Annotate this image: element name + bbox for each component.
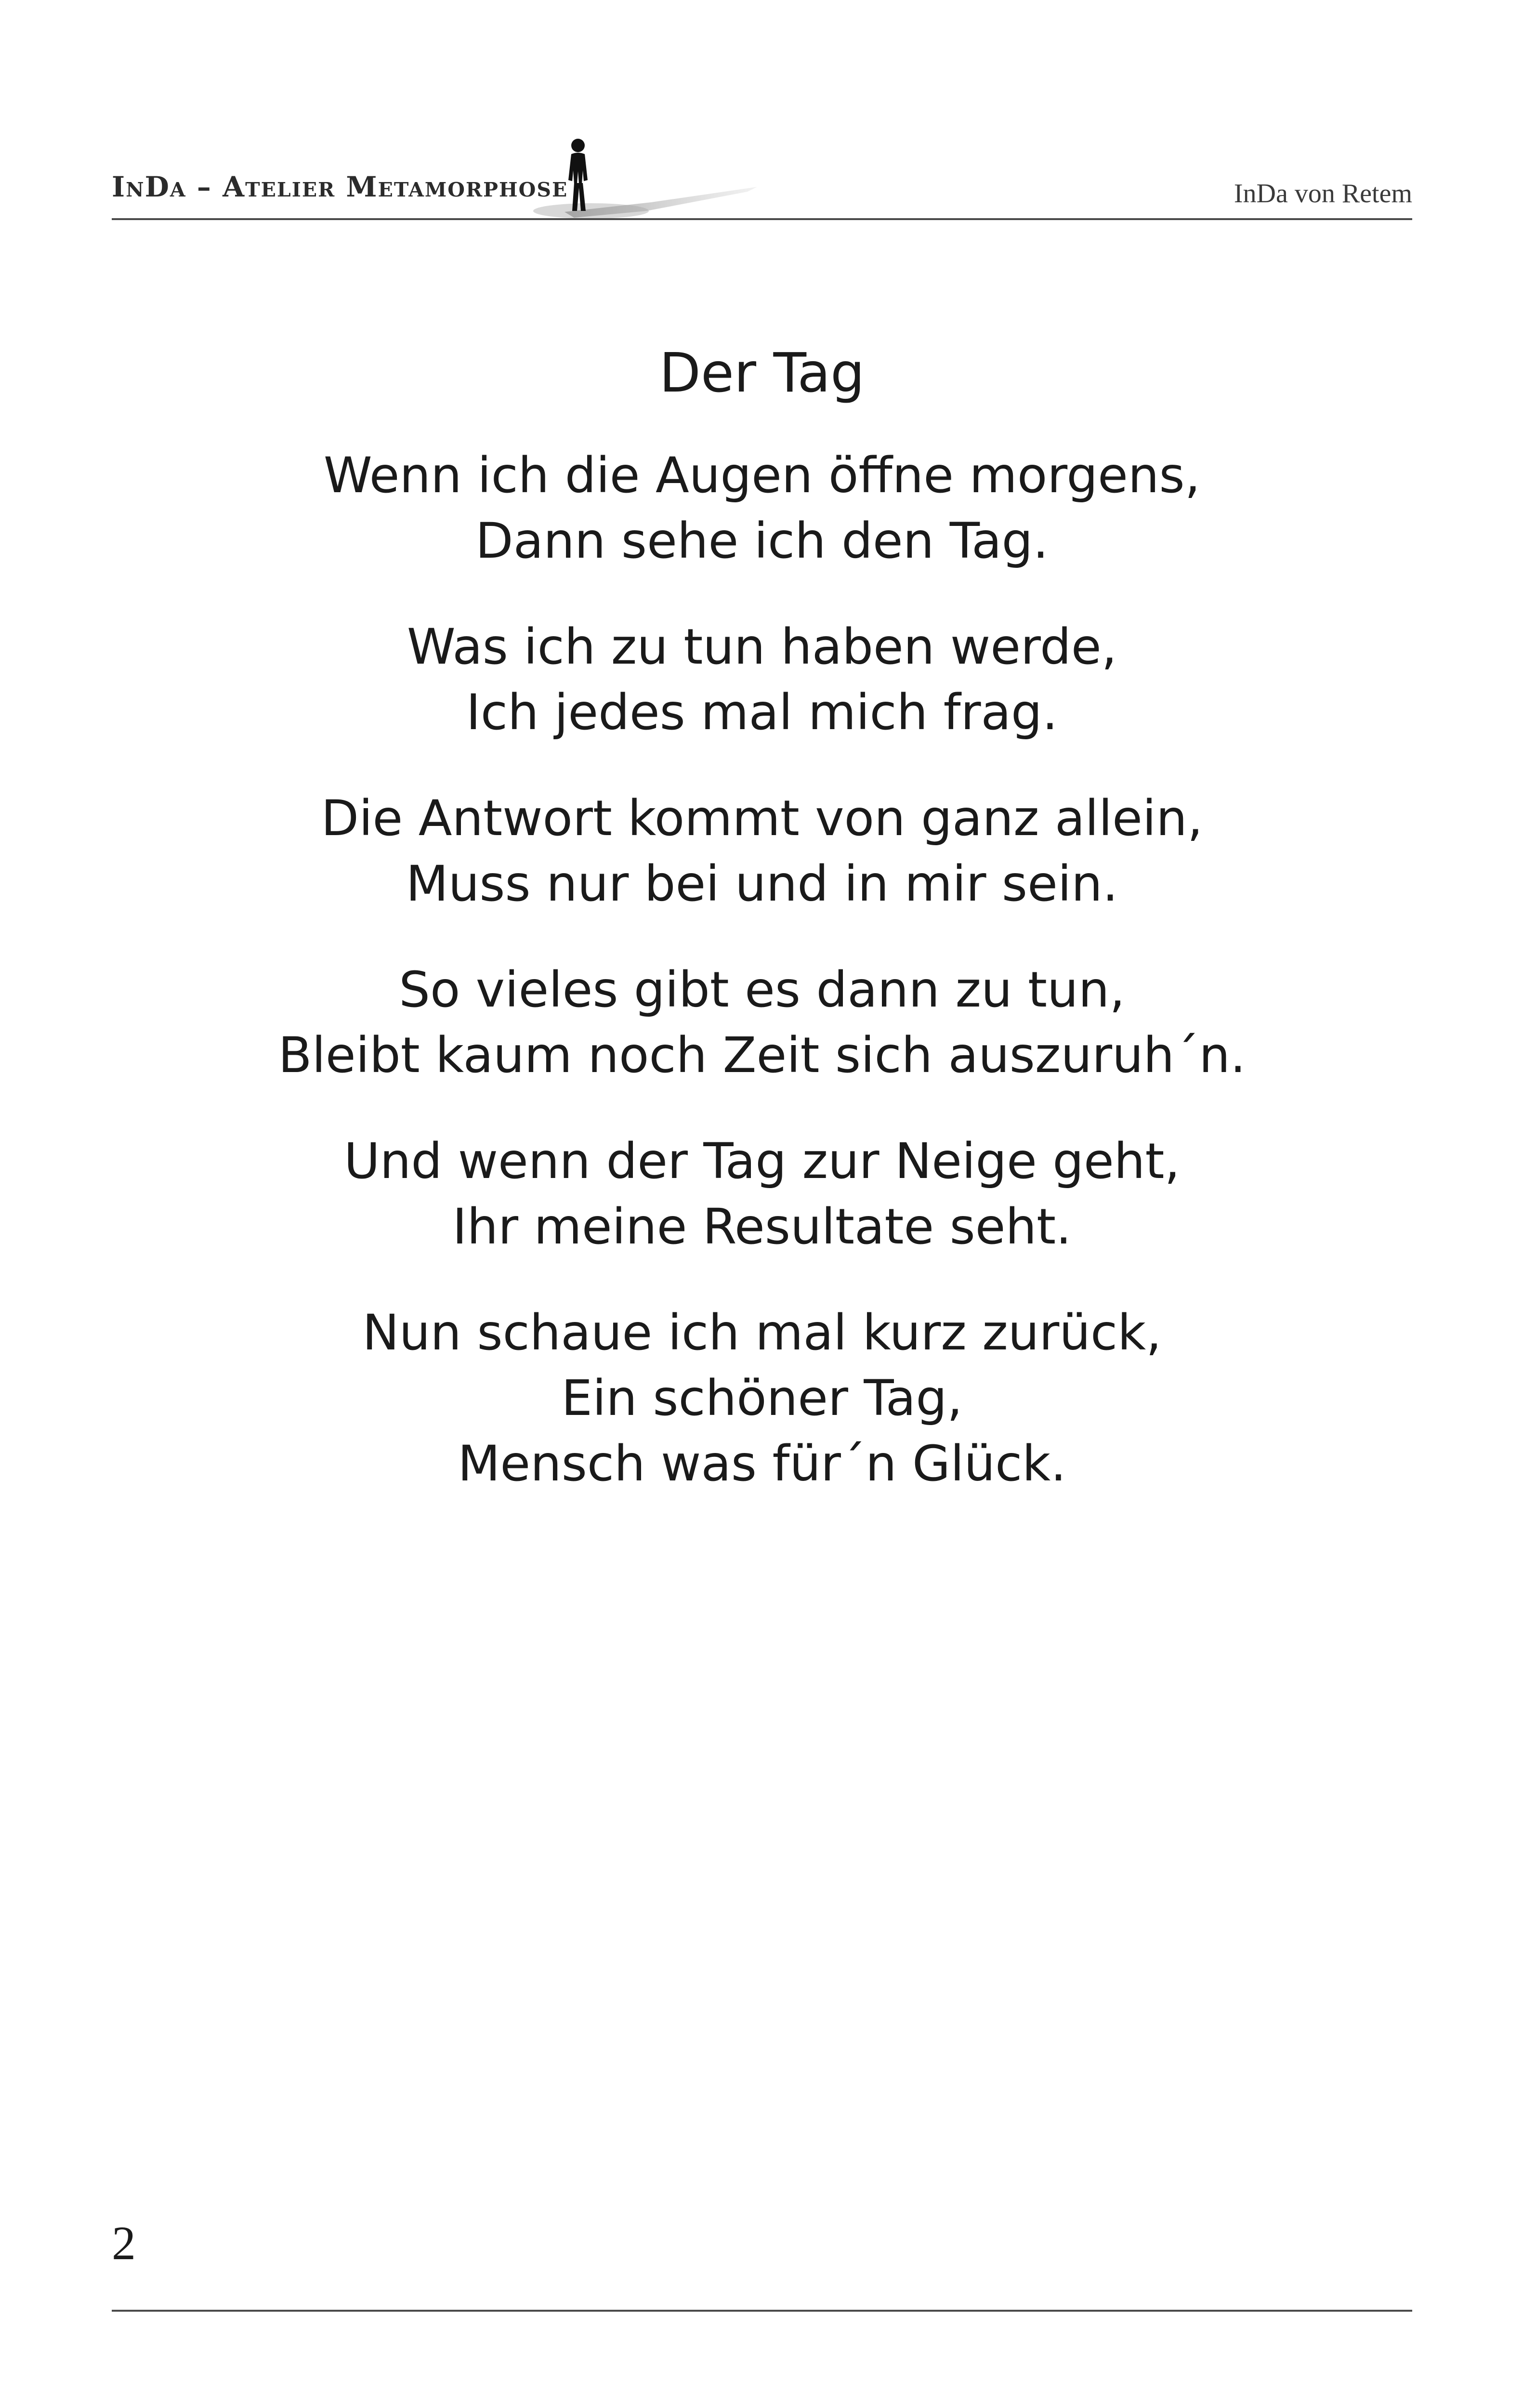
poem-line: Ein schöner Tag, [561, 1370, 963, 1427]
header-divider [112, 218, 1412, 220]
poem-line: Bleibt kaum noch Zeit sich auszuruh´n. [278, 1027, 1246, 1084]
stanza [112, 957, 1412, 1088]
stanza [112, 1129, 1412, 1260]
poem-line: Die Antwort kommt von ganz allein, [321, 790, 1203, 847]
walking-man-silhouette-icon [507, 130, 757, 226]
poem-line: So vieles gibt es dann zu tun, [399, 961, 1125, 1019]
poem-line: Was ich zu tun haben werde, [407, 618, 1117, 676]
header-series-title: InDa – Atelier Metamorphose [112, 170, 568, 203]
poem-line: Wenn ich die Augen öffne morgens, [323, 447, 1201, 504]
stanza [112, 443, 1412, 574]
poem-line: Muss nur bei und in mir sein. [406, 855, 1118, 913]
poem [112, 337, 1412, 1537]
poem-line: Nun schaue ich mal kurz zurück, [362, 1304, 1162, 1361]
stanza [112, 1300, 1412, 1497]
running-header [112, 130, 1412, 226]
poem-line: Ich jedes mal mich frag. [466, 684, 1058, 741]
poem-line: Dann sehe ich den Tag. [475, 512, 1049, 570]
page-number: 2 [112, 2216, 136, 2270]
poem-title: Der Tag [659, 342, 865, 405]
stanza [112, 615, 1412, 746]
poem-line: Ihr meine Resultate seht. [452, 1198, 1072, 1256]
footer-divider [112, 2310, 1412, 2312]
stanza [112, 786, 1412, 917]
header-author: InDa von Retem [1234, 179, 1412, 209]
poem-line: Mensch was für´n Glück. [458, 1435, 1066, 1492]
poem-line: Und wenn der Tag zur Neige geht, [344, 1133, 1180, 1190]
